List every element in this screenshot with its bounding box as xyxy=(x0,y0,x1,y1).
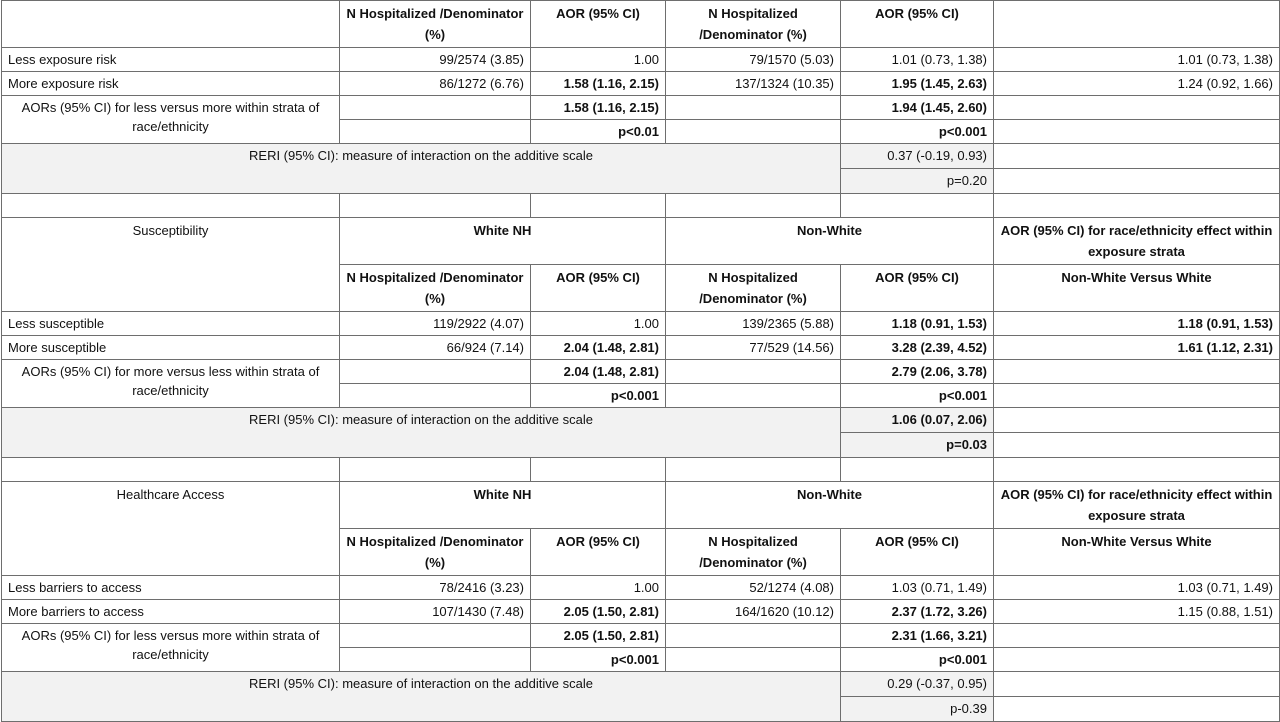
reri-row xyxy=(2,672,1280,697)
within-p-white: p<0.001 xyxy=(531,648,666,672)
row-label: More susceptible xyxy=(2,336,340,360)
reri-row xyxy=(2,408,1280,433)
within-aor-white: 1.58 (1.16, 2.15) xyxy=(531,96,666,120)
within-strata-row xyxy=(2,96,1280,120)
race-effect-cell: 1.18 (0.91, 1.53) xyxy=(994,312,1280,336)
race-effect-cell: 1.24 (0.92, 1.66) xyxy=(994,72,1280,96)
aor-white-cell: 2.04 (1.48, 2.81) xyxy=(531,336,666,360)
reri-value: 0.29 (-0.37, 0.95) xyxy=(841,672,994,697)
empty-cell xyxy=(666,96,841,120)
n-white-header: N Hospitalized /Denominator (%) xyxy=(340,529,531,576)
within-aor-nonwhite: 2.79 (2.06, 3.78) xyxy=(841,360,994,384)
table-row xyxy=(2,576,1280,600)
empty-cell xyxy=(994,433,1280,458)
empty-cell xyxy=(666,648,841,672)
within-aor-white: 2.04 (1.48, 2.81) xyxy=(531,360,666,384)
empty-cell xyxy=(994,408,1280,433)
within-strata-row xyxy=(2,360,1280,384)
within-aor-nonwhite: 2.31 (1.66, 3.21) xyxy=(841,624,994,648)
reri-value: 1.06 (0.07, 2.06) xyxy=(841,408,994,433)
row-label: Less barriers to access xyxy=(2,576,340,600)
empty-cell xyxy=(994,648,1280,672)
n-white-cell: 86/1272 (6.76) xyxy=(340,72,531,96)
white-group-header: White NH xyxy=(340,482,666,529)
n-nonwhite-header: N Hospitalized /Denominator (%) xyxy=(666,529,841,576)
results-table xyxy=(1,0,1280,722)
empty-cell xyxy=(994,96,1280,120)
empty-cell xyxy=(994,169,1280,194)
within-aor-nonwhite: 1.94 (1.45, 2.60) xyxy=(841,96,994,120)
n-white-header: N Hospitalized /Denominator (%) xyxy=(340,265,531,312)
race-effect-cell: 1.61 (1.12, 2.31) xyxy=(994,336,1280,360)
empty-cell xyxy=(2,1,340,48)
aor-white-cell: 1.00 xyxy=(531,576,666,600)
empty-cell xyxy=(994,144,1280,169)
reri-p: p=0.20 xyxy=(841,169,994,194)
empty-cell xyxy=(340,360,531,384)
empty-cell xyxy=(666,120,841,144)
reri-row xyxy=(2,144,1280,169)
section-title: Susceptibility xyxy=(2,218,340,312)
reri-label: RERI (95% CI): measure of interaction on the additive scale xyxy=(2,144,841,194)
table-row xyxy=(2,48,1280,72)
aor-white-cell: 1.58 (1.16, 2.15) xyxy=(531,72,666,96)
n-white-header: N Hospitalized /Denominator (%) xyxy=(340,1,531,48)
within-strata-label: AORs (95% CI) for more versus less within strata of race/ethnicity xyxy=(2,360,340,408)
n-nonwhite-cell: 139/2365 (5.88) xyxy=(666,312,841,336)
n-nonwhite-cell: 137/1324 (10.35) xyxy=(666,72,841,96)
aor-nonwhite-cell: 1.18 (0.91, 1.53) xyxy=(841,312,994,336)
aor-white-cell: 2.05 (1.50, 2.81) xyxy=(531,600,666,624)
section-header-row xyxy=(2,482,1280,529)
within-p-nonwhite: p<0.001 xyxy=(841,648,994,672)
row-label: More barriers to access xyxy=(2,600,340,624)
empty-cell xyxy=(340,648,531,672)
aor-nonwhite-header: AOR (95% CI) xyxy=(841,529,994,576)
reri-label: RERI (95% CI): measure of interaction on the additive scale xyxy=(2,408,841,458)
aor-nonwhite-cell: 1.01 (0.73, 1.38) xyxy=(841,48,994,72)
within-p-white: p<0.01 xyxy=(531,120,666,144)
section-title: Healthcare Access xyxy=(2,482,340,576)
row-label: More exposure risk xyxy=(2,72,340,96)
race-sub-header: Non-White Versus White xyxy=(994,529,1280,576)
n-nonwhite-cell: 52/1274 (4.08) xyxy=(666,576,841,600)
aor-nonwhite-cell: 3.28 (2.39, 4.52) xyxy=(841,336,994,360)
aor-nonwhite-header: AOR (95% CI) xyxy=(841,265,994,312)
race-effect-cell: 1.15 (0.88, 1.51) xyxy=(994,600,1280,624)
table-row xyxy=(2,72,1280,96)
within-p-white: p<0.001 xyxy=(531,384,666,408)
empty-cell xyxy=(666,624,841,648)
empty-cell xyxy=(666,384,841,408)
n-white-cell: 119/2922 (4.07) xyxy=(340,312,531,336)
aor-nonwhite-cell: 1.03 (0.71, 1.49) xyxy=(841,576,994,600)
n-nonwhite-header: N Hospitalized /Denominator (%) xyxy=(666,265,841,312)
race-effect-cell: 1.01 (0.73, 1.38) xyxy=(994,48,1280,72)
within-p-nonwhite: p<0.001 xyxy=(841,120,994,144)
reri-p: p-0.39 xyxy=(841,697,994,722)
within-strata-label: AORs (95% CI) for less versus more within strata of race/ethnicity xyxy=(2,624,340,672)
white-group-header: White NH xyxy=(340,218,666,265)
within-p-nonwhite: p<0.001 xyxy=(841,384,994,408)
n-white-cell: 107/1430 (7.48) xyxy=(340,600,531,624)
row-label: Less exposure risk xyxy=(2,48,340,72)
empty-cell xyxy=(340,120,531,144)
race-sub-header: Non-White Versus White xyxy=(994,265,1280,312)
race-effect-cell: 1.03 (0.71, 1.49) xyxy=(994,576,1280,600)
aor-nonwhite-cell: 1.95 (1.45, 2.63) xyxy=(841,72,994,96)
nonwhite-group-header: Non-White xyxy=(666,482,994,529)
aor-white-header: AOR (95% CI) xyxy=(531,529,666,576)
within-strata-label: AORs (95% CI) for less versus more within strata of race/ethnicity xyxy=(2,96,340,144)
empty-cell xyxy=(994,624,1280,648)
sub-header-row xyxy=(2,1,1280,48)
empty-cell xyxy=(666,360,841,384)
table-row xyxy=(2,312,1280,336)
n-nonwhite-cell: 77/529 (14.56) xyxy=(666,336,841,360)
empty-cell xyxy=(340,384,531,408)
n-nonwhite-cell: 164/1620 (10.12) xyxy=(666,600,841,624)
aor-white-header: AOR (95% CI) xyxy=(531,1,666,48)
aor-white-header: AOR (95% CI) xyxy=(531,265,666,312)
table-row xyxy=(2,336,1280,360)
n-white-cell: 99/2574 (3.85) xyxy=(340,48,531,72)
within-aor-white: 2.05 (1.50, 2.81) xyxy=(531,624,666,648)
reri-p: p=0.03 xyxy=(841,433,994,458)
within-strata-row xyxy=(2,624,1280,648)
race-effect-header: AOR (95% CI) for race/ethnicity effect within exposure strata xyxy=(994,218,1280,265)
nonwhite-group-header: Non-White xyxy=(666,218,994,265)
spacer-row xyxy=(2,458,1280,482)
aor-white-cell: 1.00 xyxy=(531,48,666,72)
empty-cell xyxy=(340,624,531,648)
n-nonwhite-cell: 79/1570 (5.03) xyxy=(666,48,841,72)
empty-cell xyxy=(994,697,1280,722)
race-sub-header xyxy=(994,1,1280,48)
empty-cell xyxy=(994,672,1280,697)
spacer-row xyxy=(2,194,1280,218)
n-white-cell: 78/2416 (3.23) xyxy=(340,576,531,600)
row-label: Less susceptible xyxy=(2,312,340,336)
section-header-row xyxy=(2,218,1280,265)
aor-nonwhite-cell: 2.37 (1.72, 3.26) xyxy=(841,600,994,624)
empty-cell xyxy=(994,120,1280,144)
aor-white-cell: 1.00 xyxy=(531,312,666,336)
reri-value: 0.37 (-0.19, 0.93) xyxy=(841,144,994,169)
n-white-cell: 66/924 (7.14) xyxy=(340,336,531,360)
empty-cell xyxy=(994,384,1280,408)
empty-cell xyxy=(994,360,1280,384)
race-effect-header: AOR (95% CI) for race/ethnicity effect within exposure strata xyxy=(994,482,1280,529)
n-nonwhite-header: N Hospitalized /Denominator (%) xyxy=(666,1,841,48)
reri-label: RERI (95% CI): measure of interaction on the additive scale xyxy=(2,672,841,722)
table-row xyxy=(2,600,1280,624)
aor-nonwhite-header: AOR (95% CI) xyxy=(841,1,994,48)
empty-cell xyxy=(340,96,531,120)
